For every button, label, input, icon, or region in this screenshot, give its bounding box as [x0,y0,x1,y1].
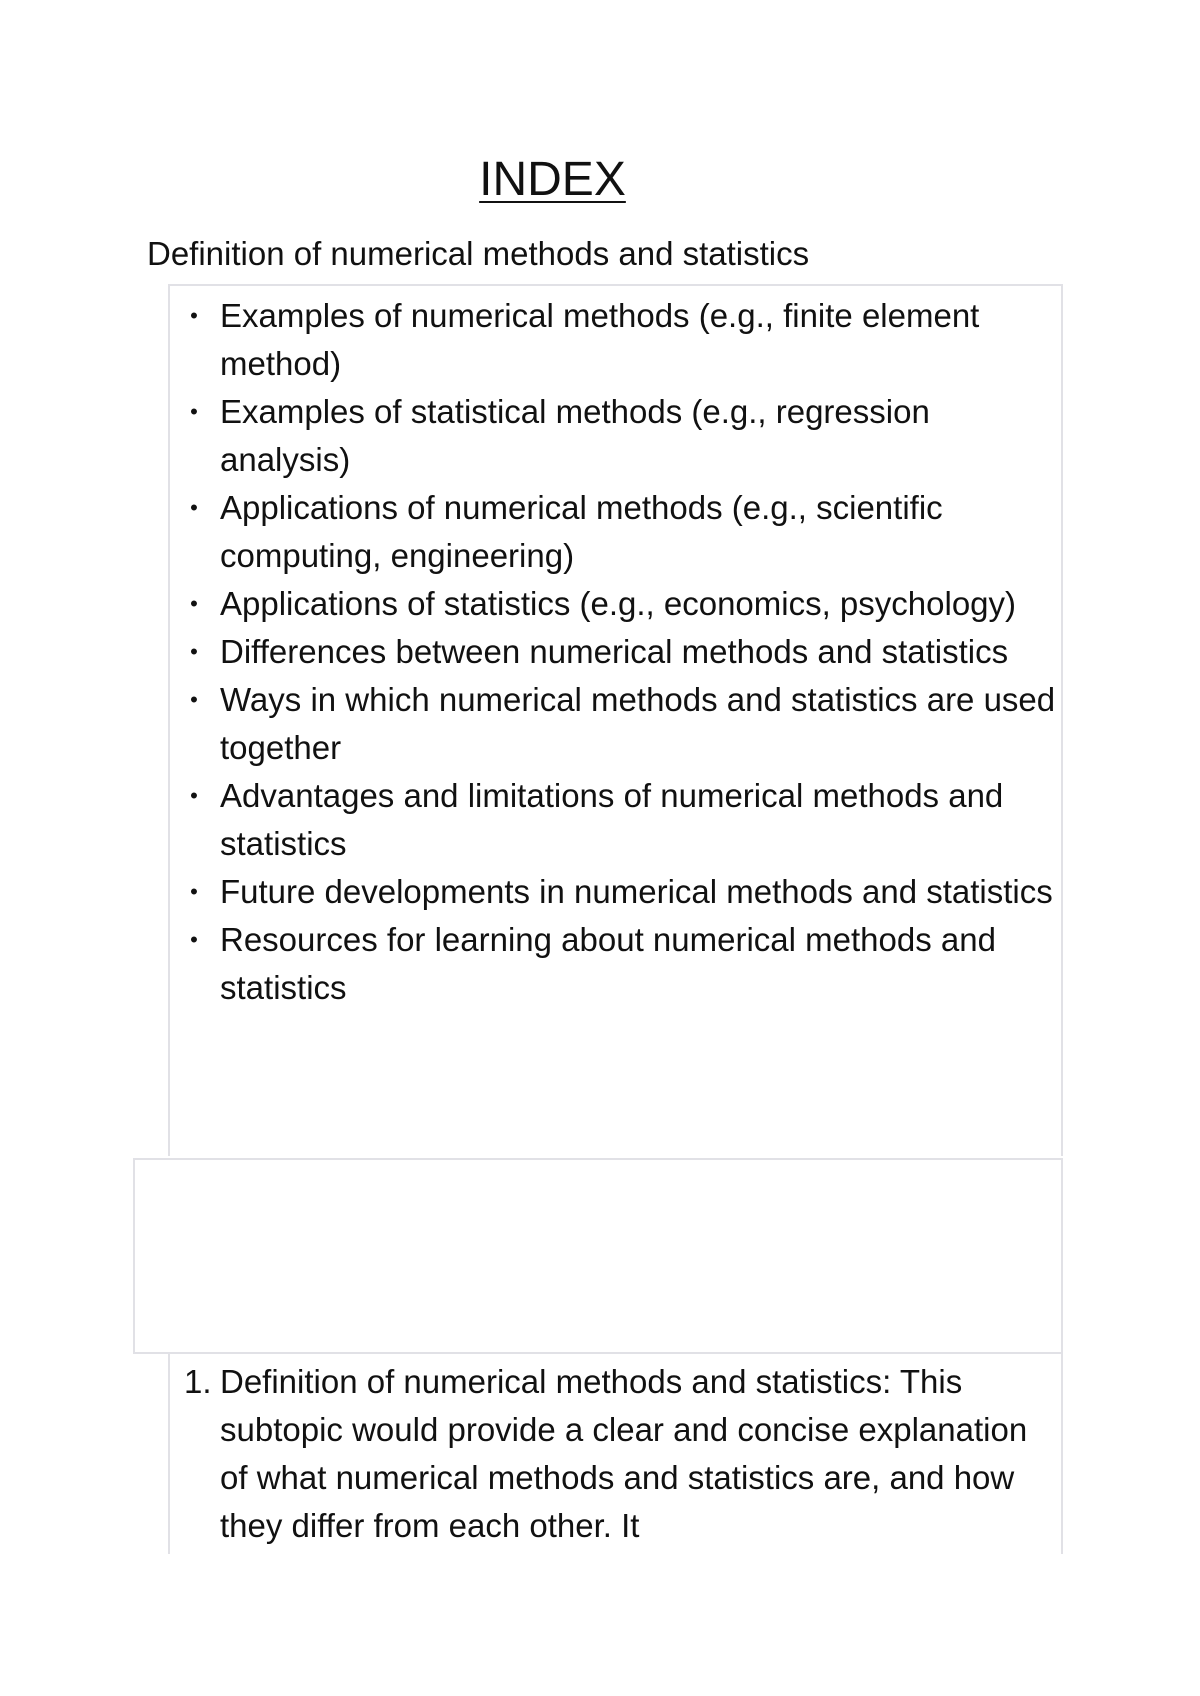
bullet-icon: • [190,639,198,664]
bullet-icon: • [190,783,198,808]
bullet-icon: • [190,687,198,712]
bullet-icon: • [190,399,198,424]
subtopic-list [190,292,1060,1012]
list-item-text: Applications of numerical methods (e.g., scientific computing, engineering) [220,489,943,574]
list-item [190,772,1060,868]
list-item [190,628,1060,676]
list-item [190,388,1060,484]
list-item [190,868,1060,916]
list-item-text: Advantages and limitations of numerical methods and statistics [220,777,1004,862]
list-number: 1. [184,1363,212,1400]
list-item-text: Resources for learning about numerical methods and statistics [220,921,996,1006]
empty-box [133,1158,1063,1354]
bullet-icon: • [190,303,198,328]
list-item [190,292,1060,388]
list-item-text: Applications of statistics (e.g., economics, psychology) [220,585,1017,622]
bullet-icon: • [190,495,198,520]
list-item-text: Differences between numerical methods and statistics [220,633,1009,670]
subtopic-box [168,284,1063,1156]
list-item [190,484,1060,580]
numbered-item-text: Definition of numerical methods and statistics: This subtopic would provide a clear and concise explanation of what numerical methods and statistics are, and how they differ from each other. It [220,1363,1028,1544]
numbered-list-item [184,1358,1060,1550]
list-item [190,676,1060,772]
bullet-icon: • [190,879,198,904]
definition-heading: Definition of numerical methods and statistics [147,235,810,272]
page-title: INDEX [479,153,626,206]
list-item-text: Examples of statistical methods (e.g., regression analysis) [220,393,930,478]
bullet-icon: • [190,591,198,616]
list-item-text: Examples of numerical methods (e.g., finite element method) [220,297,980,382]
list-item-text: Ways in which numerical methods and statistics are used together [220,681,1056,766]
bullet-icon: • [190,927,198,952]
numbered-section [168,1354,1063,1554]
list-item [190,916,1060,1012]
list-item [190,580,1060,628]
list-item-text: Future developments in numerical methods and statistics [220,873,1053,910]
